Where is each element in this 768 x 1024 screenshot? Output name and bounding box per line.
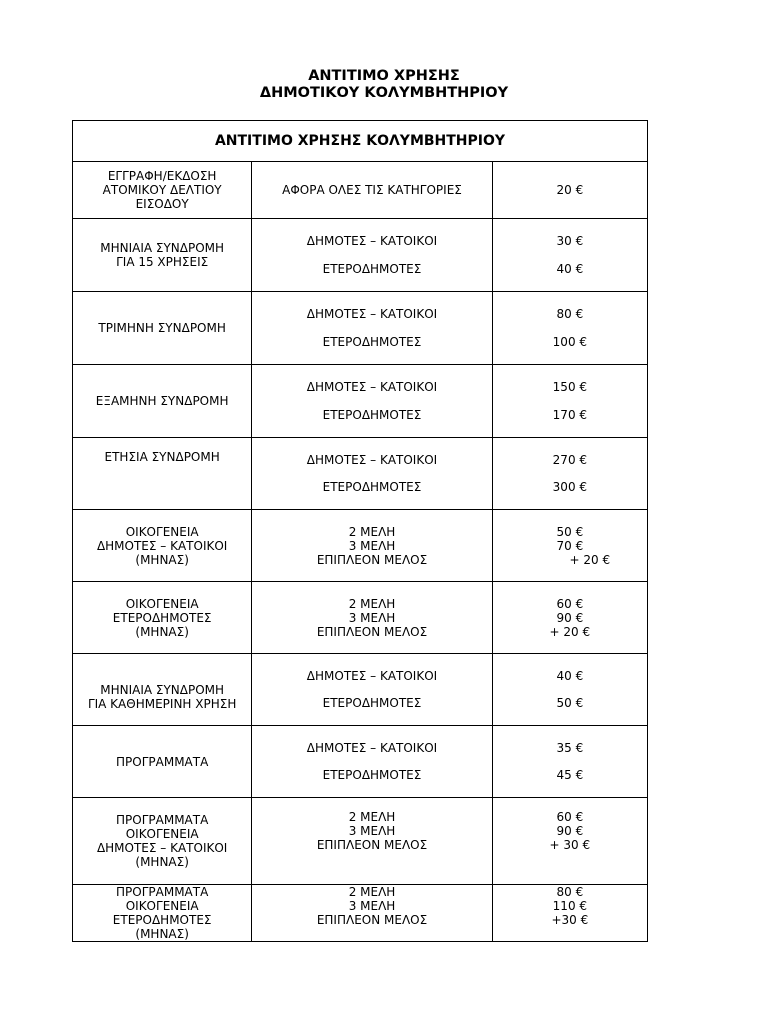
group-line: ΕΤΕΡΟΔΗΜΟΤΕΣ bbox=[322, 262, 422, 276]
price-cell bbox=[492, 654, 647, 726]
category-cell bbox=[73, 654, 252, 726]
category-cell bbox=[73, 219, 252, 292]
category-line: ΕΞΑΜΗΝΗ ΣΥΝΔΡΟΜΗ bbox=[95, 394, 229, 408]
price-line: + 20 € bbox=[569, 552, 611, 567]
category-line: ΤΡΙΜΗΝΗ ΣΥΝΔΡΟΜΗ bbox=[98, 321, 226, 335]
price-cell bbox=[492, 798, 647, 885]
table-row bbox=[73, 292, 648, 365]
price-cell bbox=[492, 438, 647, 510]
group-line: ΕΤΕΡΟΔΗΜΟΤΕΣ bbox=[322, 768, 422, 783]
price-line: 90 € bbox=[556, 610, 584, 625]
price-line: 40 € bbox=[556, 262, 584, 276]
group-line: ΕΠΙΠΛΕΟΝ ΜΕΛΟΣ bbox=[316, 624, 428, 639]
price-line: 270 € bbox=[552, 452, 588, 467]
category-cell bbox=[73, 885, 252, 942]
page-title-line-1: ΑΝΤΙΤΙΜΟ ΧΡΗΣΗΣ bbox=[308, 68, 460, 84]
fee-table bbox=[72, 120, 648, 942]
group-line: ΔΗΜΟΤΕΣ – ΚΑΤΟΙΚΟΙ bbox=[306, 234, 438, 248]
table-row bbox=[73, 726, 648, 798]
table-row bbox=[73, 510, 648, 582]
table-row bbox=[73, 162, 648, 219]
group-line: 3 ΜΕΛΗ bbox=[348, 899, 396, 913]
group-line: ΔΗΜΟΤΕΣ – ΚΑΤΟΙΚΟΙ bbox=[306, 740, 438, 755]
price-cell bbox=[492, 726, 647, 798]
price-line: 110 € bbox=[552, 899, 588, 913]
price-line: +30 € bbox=[551, 913, 589, 927]
group-line: 2 ΜΕΛΗ bbox=[348, 524, 396, 539]
group-cell bbox=[252, 162, 492, 219]
price-cell bbox=[492, 365, 647, 438]
table-row bbox=[73, 219, 648, 292]
table-row bbox=[73, 582, 648, 654]
group-line: 2 ΜΕΛΗ bbox=[348, 885, 396, 899]
table-title: ΑΝΤΙΤΙΜΟ ΧΡΗΣΗΣ ΚΟΛΥΜΒΗΤΗΡΙΟΥ bbox=[73, 121, 648, 162]
group-cell bbox=[252, 365, 492, 438]
group-line: ΔΗΜΟΤΕΣ – ΚΑΤΟΙΚΟΙ bbox=[306, 668, 438, 683]
price-line: 80 € bbox=[556, 307, 584, 321]
category-line: ΟΙΚΟΓΕΝΕΙΑ bbox=[125, 899, 199, 913]
category-cell bbox=[73, 365, 252, 438]
group-line: ΕΤΕΡΟΔΗΜΟΤΕΣ bbox=[322, 335, 422, 349]
category-line: ΑΤΟΜΙΚΟΥ ΔΕΛΤΙΟΥ bbox=[102, 183, 222, 197]
group-line: 3 ΜΕΛΗ bbox=[348, 538, 396, 553]
group-cell bbox=[252, 510, 492, 582]
price-line: 30 € bbox=[556, 234, 584, 248]
price-line: 50 € bbox=[556, 696, 584, 711]
category-cell bbox=[73, 438, 252, 510]
category-cell bbox=[73, 510, 252, 582]
category-line: ΓΙΑ ΚΑΘΗΜΕΡΙΝΗ ΧΡΗΣΗ bbox=[87, 696, 237, 711]
category-line: (ΜΗΝΑΣ) bbox=[135, 927, 189, 941]
price-line: 300 € bbox=[552, 480, 588, 495]
table-row bbox=[73, 654, 648, 726]
group-line: 3 ΜΕΛΗ bbox=[348, 610, 396, 625]
category-line: ΕΤΗΣΙΑ ΣΥΝΔΡΟΜΗ bbox=[104, 450, 220, 464]
price-line: 40 € bbox=[556, 668, 584, 683]
group-cell bbox=[252, 582, 492, 654]
category-line: ΕΤΕΡΟΔΗΜΟΤΕΣ bbox=[112, 913, 212, 927]
price-line: + 30 € bbox=[549, 838, 591, 852]
category-cell bbox=[73, 292, 252, 365]
price-line: 70 € bbox=[556, 538, 584, 553]
group-line: ΕΤΕΡΟΔΗΜΟΤΕΣ bbox=[322, 696, 422, 711]
group-line: ΔΗΜΟΤΕΣ – ΚΑΤΟΙΚΟΙ bbox=[306, 380, 438, 394]
group-line: ΑΦΟΡΑ ΟΛΕΣ ΤΙΣ ΚΑΤΗΓΟΡΙΕΣ bbox=[282, 183, 462, 197]
category-line: ΟΙΚΟΓΕΝΕΙΑ bbox=[125, 524, 199, 539]
price-line: 80 € bbox=[556, 885, 584, 899]
category-line: ΠΡΟΓΡΑΜΜΑΤΑ bbox=[116, 754, 209, 769]
category-cell bbox=[73, 162, 252, 219]
table-row bbox=[73, 438, 648, 510]
price-cell bbox=[492, 582, 647, 654]
category-cell bbox=[73, 798, 252, 885]
price-cell bbox=[492, 219, 647, 292]
group-cell bbox=[252, 219, 492, 292]
group-cell bbox=[252, 654, 492, 726]
group-line: ΕΤΕΡΟΔΗΜΟΤΕΣ bbox=[322, 480, 422, 495]
price-cell bbox=[492, 162, 647, 219]
category-line: ΔΗΜΟΤΕΣ – ΚΑΤΟΙΚΟΙ bbox=[96, 538, 228, 553]
group-line: 3 ΜΕΛΗ bbox=[348, 824, 396, 838]
price-line: 150 € bbox=[552, 380, 588, 394]
price-line: 20 € bbox=[556, 183, 584, 197]
price-line: 50 € bbox=[556, 524, 584, 539]
group-cell bbox=[252, 438, 492, 510]
category-line: ΕΓΓΡΑΦΗ/ΕΚΔΟΣΗ bbox=[107, 169, 217, 183]
category-line: ΕΤΕΡΟΔΗΜΟΤΕΣ bbox=[112, 610, 212, 625]
price-line: 90 € bbox=[556, 824, 584, 838]
price-line: 100 € bbox=[552, 335, 588, 349]
group-line: ΔΗΜΟΤΕΣ – ΚΑΤΟΙΚΟΙ bbox=[306, 452, 438, 467]
group-line: ΕΤΕΡΟΔΗΜΟΤΕΣ bbox=[322, 408, 422, 422]
category-line: (ΜΗΝΑΣ) bbox=[135, 855, 189, 869]
group-cell bbox=[252, 798, 492, 885]
price-line: 60 € bbox=[556, 596, 584, 611]
category-line: ΓΙΑ 15 ΧΡΗΣΕΙΣ bbox=[116, 255, 209, 269]
category-line: ΟΙΚΟΓΕΝΕΙΑ bbox=[125, 827, 199, 841]
price-cell bbox=[492, 510, 647, 582]
category-line: ΔΗΜΟΤΕΣ – ΚΑΤΟΙΚΟΙ bbox=[96, 841, 228, 855]
group-line: 2 ΜΕΛΗ bbox=[348, 810, 396, 824]
category-line: ΟΙΚΟΓΕΝΕΙΑ bbox=[125, 596, 199, 611]
category-cell bbox=[73, 582, 252, 654]
category-line: ΕΙΣΟΔΟΥ bbox=[135, 197, 189, 211]
price-line: 170 € bbox=[552, 408, 588, 422]
price-line: + 20 € bbox=[549, 624, 591, 639]
category-line: ΜΗΝΙΑΙΑ ΣΥΝΔΡΟΜΗ bbox=[100, 682, 225, 697]
table-row bbox=[73, 798, 648, 885]
category-cell bbox=[73, 726, 252, 798]
group-cell bbox=[252, 726, 492, 798]
price-cell bbox=[492, 292, 647, 365]
group-line: ΔΗΜΟΤΕΣ – ΚΑΤΟΙΚΟΙ bbox=[306, 307, 438, 321]
price-cell bbox=[492, 885, 647, 942]
page-title-line-2: ΔΗΜΟΤΙΚΟΥ ΚΟΛΥΜΒΗΤΗΡΙΟΥ bbox=[259, 85, 509, 101]
table-row bbox=[73, 885, 648, 942]
group-line: 2 ΜΕΛΗ bbox=[348, 596, 396, 611]
category-line: (ΜΗΝΑΣ) bbox=[135, 552, 189, 567]
group-line: ΕΠΙΠΛΕΟΝ ΜΕΛΟΣ bbox=[316, 552, 428, 567]
group-cell bbox=[252, 885, 492, 942]
group-line: ΕΠΙΠΛΕΟΝ ΜΕΛΟΣ bbox=[316, 838, 428, 852]
page-title bbox=[0, 68, 768, 102]
price-line: 60 € bbox=[556, 810, 584, 824]
category-line: ΜΗΝΙΑΙΑ ΣΥΝΔΡΟΜΗ bbox=[100, 241, 225, 255]
group-line: ΕΠΙΠΛΕΟΝ ΜΕΛΟΣ bbox=[316, 913, 428, 927]
table-row bbox=[73, 365, 648, 438]
table-title-row bbox=[73, 121, 648, 162]
price-line: 45 € bbox=[556, 768, 584, 783]
category-line: ΠΡΟΓΡΑΜΜΑΤΑ bbox=[116, 885, 209, 899]
price-line: 35 € bbox=[556, 740, 584, 755]
category-line: (ΜΗΝΑΣ) bbox=[135, 624, 189, 639]
category-line: ΠΡΟΓΡΑΜΜΑΤΑ bbox=[116, 813, 209, 827]
group-cell bbox=[252, 292, 492, 365]
